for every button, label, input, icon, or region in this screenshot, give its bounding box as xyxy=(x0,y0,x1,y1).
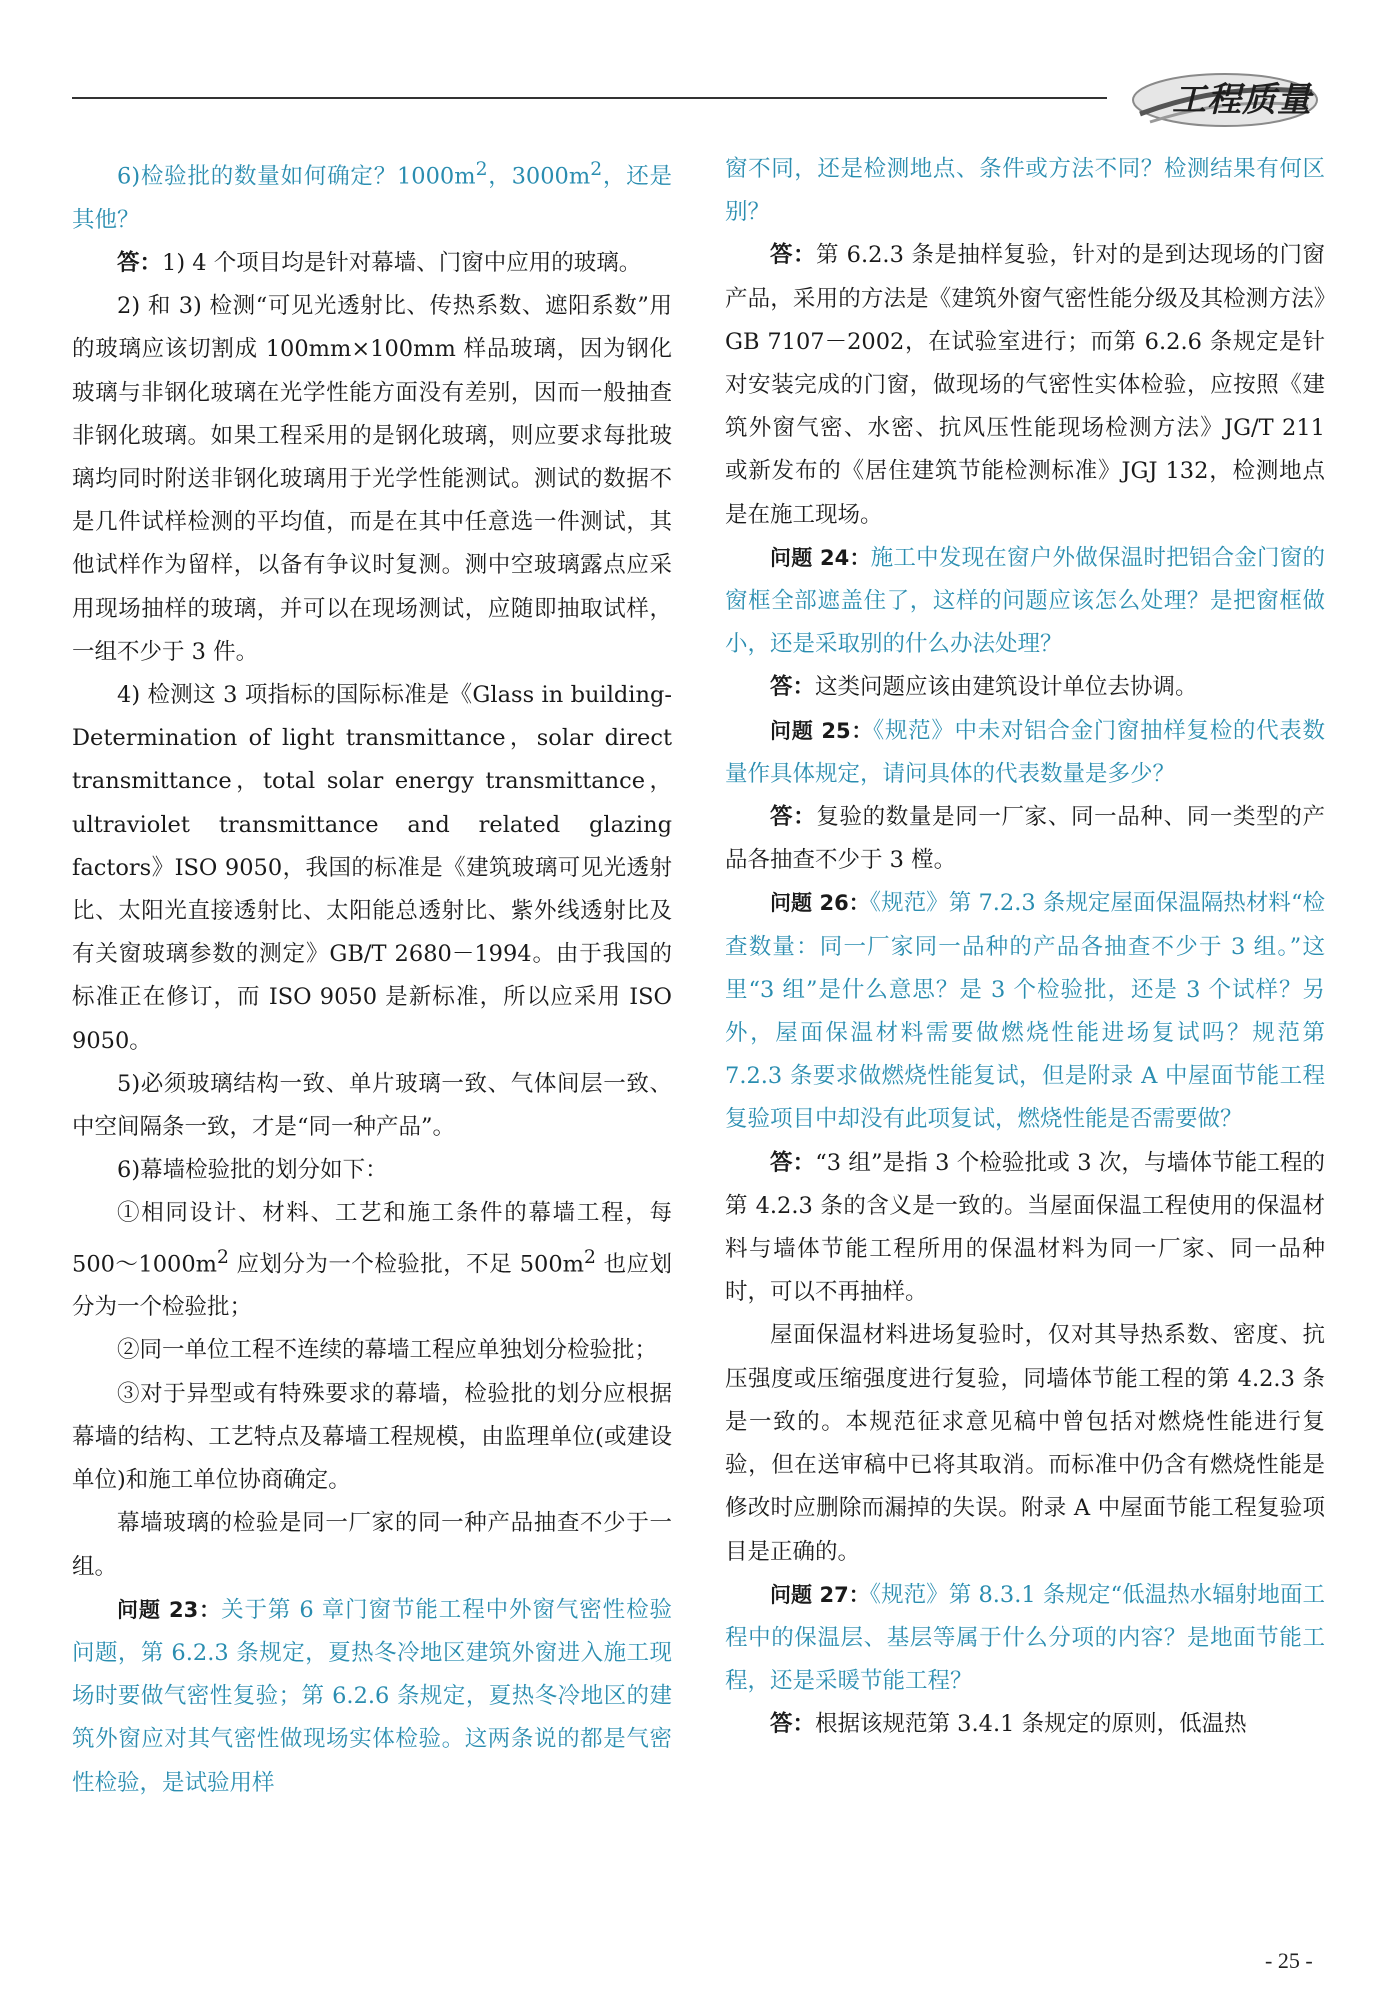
left-column-paragraph: 问题 23：关于第 6 章门窗节能工程中外窗气密性检验问题，第 6.2.3 条规定，夏热冬冷地区建筑外窗进入施工现场时要做气密性复验；第 6.2.6 条规定，夏热冬冷地区的建筑外窗应对其气密性做现场实体检验。这两条说的都是气密性检验，是试验用样 xyxy=(72,1596,672,1796)
left-column-paragraph: 5)必须玻璃结构一致、单片玻璃一致、气体间层一致、中空间隔条一致，才是“同一种产品”。 xyxy=(72,1070,672,1140)
right-column xyxy=(725,148,1325,1747)
left-column-paragraph: 2) 和 3) 检测“可见光透射比、传热系数、遮阳系数”用的玻璃应该切割成 100mm×100mm 样品玻璃，因为钢化玻璃与非钢化玻璃在光学性能方面没有差别，因而一般抽查非钢化玻璃。如果工程采用的是钢化玻璃，则应要求每批玻璃均同时附送非钢化玻璃用于光学性能测试。测试的数据不是几件试样检测的平均值，而是在其中任意选一件测试，其他试样作为留样，以备有争议时复测。测中空玻璃露点应采用现场抽样的玻璃，并可以在现场测试，应随即抽取试样，一组不少于 3 件。 xyxy=(72,293,672,665)
right-column-paragraph: 答：这类问题应该由建筑设计单位去协调。 xyxy=(770,674,1198,701)
right-column-paragraph: 答：“3 组”是指 3 个检验批或 3 次，与墙体节能工程的第 4.2.3 条的含义是一致的。当屋面保温工程使用的保温材料与墙体节能工程所用的保温材料为同一厂家、同一品种时，可以不再抽样。 xyxy=(725,1149,1325,1306)
right-column-paragraph: 窗不同，还是检测地点、条件或方法不同？检测结果有何区别？ xyxy=(725,156,1325,226)
right-column-paragraph: 问题 24：施工中发现在窗户外做保温时把铝合金门窗的窗框全部遮盖住了，这样的问题应该怎么处理？是把窗框做小，还是采取别的什么办法处理？ xyxy=(725,544,1325,658)
journal-logo-text: 工程质量 xyxy=(1172,80,1312,120)
right-column-paragraph: 答：复验的数量是同一厂家、同一品种、同一类型的产品各抽查不少于 3 樘。 xyxy=(725,804,1325,874)
left-column-paragraph: 幕墙玻璃的检验是同一厂家的同一种产品抽查不少于一组。 xyxy=(72,1510,672,1580)
right-column-paragraph: 屋面保温材料进场复验时，仅对其导热系数、密度、抗压强度或压缩强度进行复验，同墙体节能工程的第 4.2.3 条是一致的。本规范征求意见稿中曾包括对燃烧性能进行复验，但在送审稿中已将其取消。而标准中仍含有燃烧性能是修改时应删除而漏掉的失误。附录 A 中屋面节能工程复验项目是正确的。 xyxy=(725,1322,1325,1565)
left-column-paragraph: ②同一单位工程不连续的幕墙工程应单独划分检验批； xyxy=(117,1337,658,1364)
right-column-paragraph: 问题 26：《规范》第 7.2.3 条规定屋面保温隔热材料“检查数量：同一厂家同一品种的产品各抽查不少于 3 组。”这里“3 组”是什么意思？是 3 个检验批，还是 3 个试样？另外，屋面保温材料需要做燃烧性能进场复试吗？规范第 7.2.3 条要求做燃烧性能复试，但是附录 A 中屋面节能工程复验项目中却没有此项复试，燃烧性能是否需要做？ xyxy=(725,890,1325,1133)
page-number: - 25 - xyxy=(1265,1948,1313,1973)
left-column-paragraph: 6)幕墙检验批的划分如下： xyxy=(117,1157,388,1184)
left-column-paragraph: 4) 检测这 3 项指标的国际标准是《Glass in building-Determination of light transmittance，solar direct transmittance，total solar energy transmittance，ultraviolet transmittance and related glazing factors》ISO 9050，我国的标准是《建筑玻璃可见光透射比、太阳光直接透射比、太阳能总透射比、紫外线透射比及有关窗玻璃参数的测定》GB/T 2680－1994。由于我国的标准正在修订，而 ISO 9050 是新标准，所以应采用 ISO 9050。 xyxy=(72,681,672,1054)
left-column-paragraph: 答：1) 4 个项目均是针对幕墙、门窗中应用的玻璃。 xyxy=(117,249,642,276)
left-column-paragraph: ③对于异型或有特殊要求的幕墙，检验批的划分应根据幕墙的结构、工艺特点及幕墙工程规模，由监理单位(或建设单位)和施工单位协商确定。 xyxy=(72,1380,672,1494)
right-column-paragraph: 答：根据该规范第 3.4.1 条规定的原则，低温热 xyxy=(770,1711,1247,1738)
right-column-paragraph: 问题 25：《规范》中未对铝合金门窗抽样复检的代表数量作具体规定，请问具体的代表数量是多少？ xyxy=(725,717,1325,787)
right-column-paragraph: 问题 27：《规范》第 8.3.1 条规定“低温热水辐射地面工程中的保温层、基层等属于什么分项的内容？是地面节能工程，还是采暖节能工程？ xyxy=(725,1581,1325,1695)
left-column-paragraph: ①相同设计、材料、工艺和施工条件的幕墙工程，每 $500\sim 1000m^2$ 应划分为一个检验批，不足 $500m^2$ 也应划分为一个检验批； xyxy=(72,1200,672,1321)
left-column-paragraph: 6)检验批的数量如何确定？$1000m^2$，$3000m^2$，还是其他？ xyxy=(72,159,672,233)
header-rule xyxy=(72,97,1107,99)
right-column-paragraph: 答：第 6.2.3 条是抽样复验，针对的是到达现场的门窗产品，采用的方法是《建筑外窗气密性能分级及其检测方法》GB 7107－2002，在试验室进行；而第 6.2.6 条规定是针对安装完成的门窗，做现场的气密性实体检验，应按照《建筑外窗气密、水密、抗风压性能现场检测方法》JG/T 211 或新发布的《居住建筑节能检测标准》JGJ 132，检测地点是在施工现场。 xyxy=(725,242,1325,528)
left-column xyxy=(72,148,672,1805)
